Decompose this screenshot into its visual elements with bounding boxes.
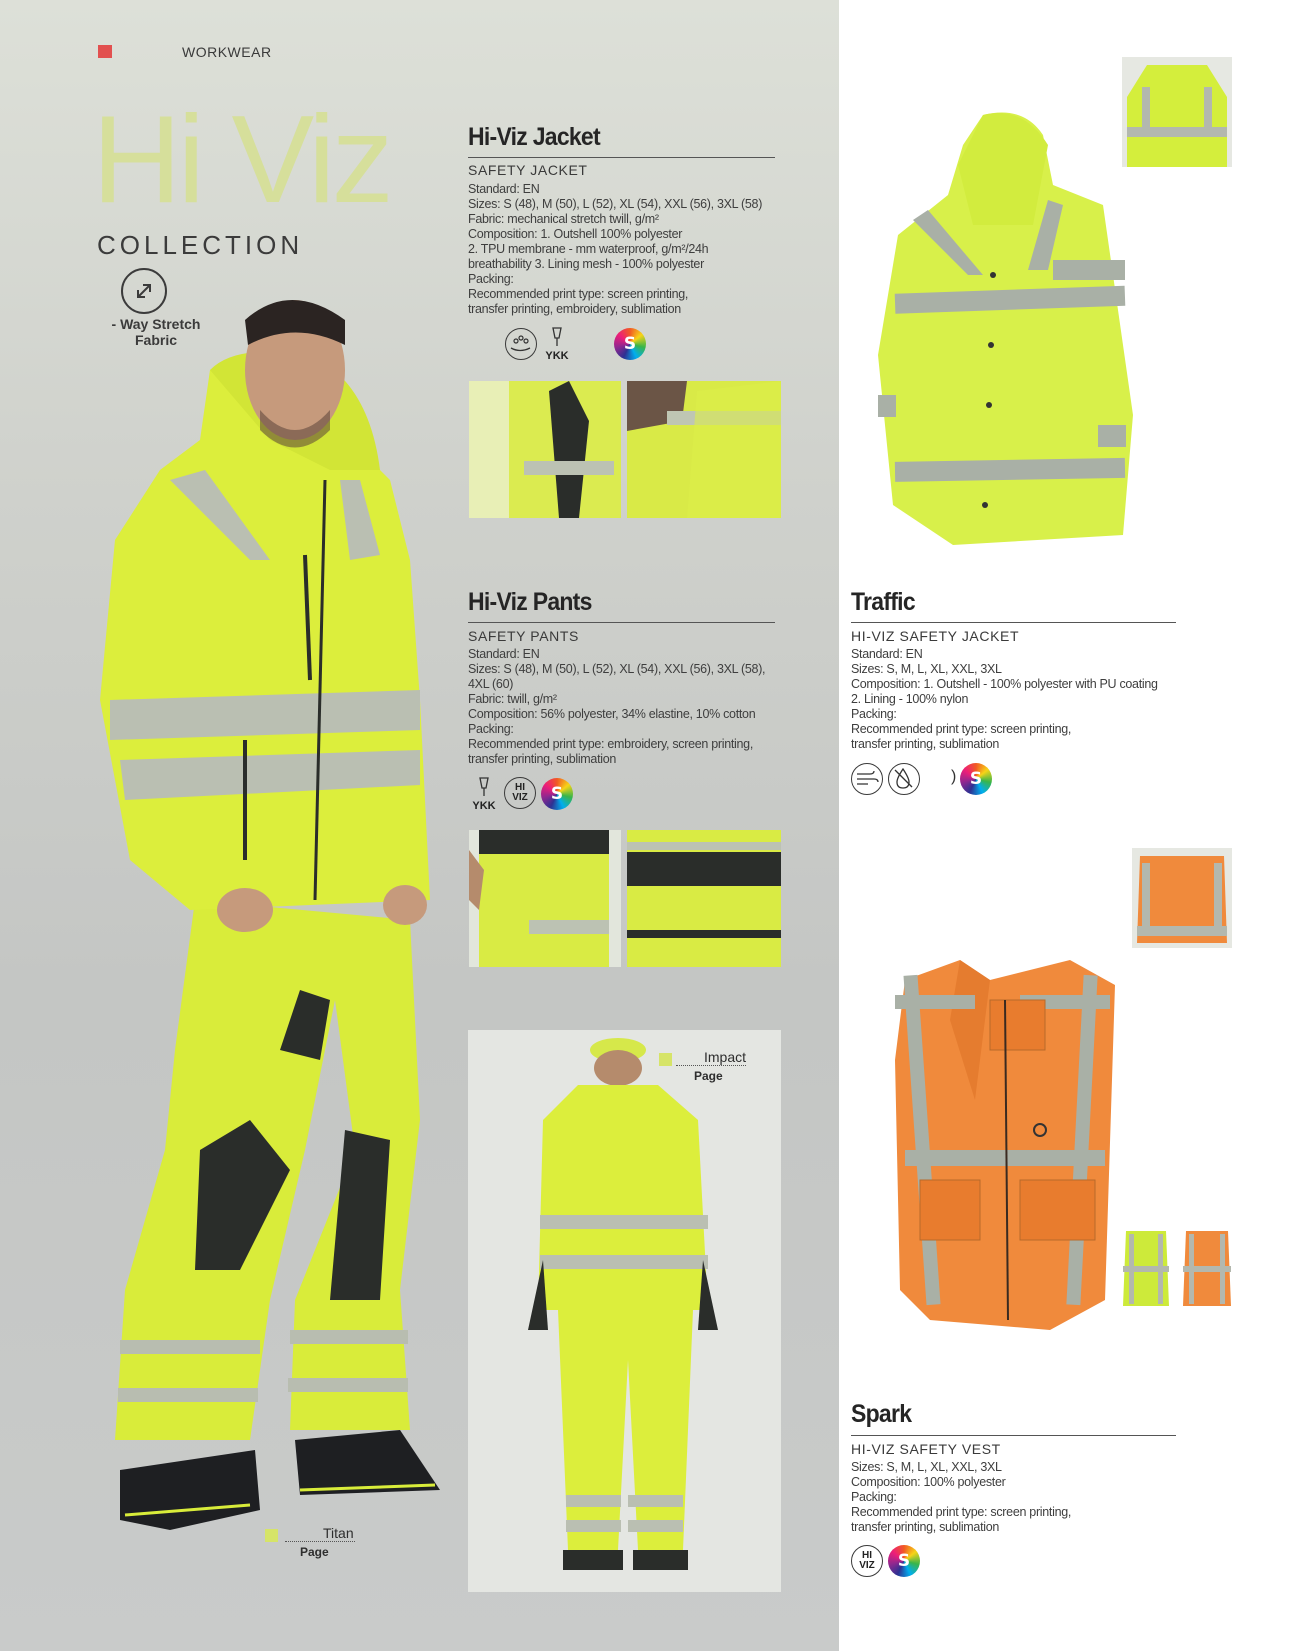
windproof-icon xyxy=(851,763,883,795)
spec-line: 2. TPU membrane - mm waterproof, g/m²/24h xyxy=(468,242,709,256)
spec-line: 2. Lining - 100% nylon xyxy=(851,692,969,706)
spec-line: Composition: 100% polyester xyxy=(851,1475,1006,1489)
impact-swatch xyxy=(659,1053,672,1066)
titan-swatch xyxy=(265,1529,278,1542)
spark-vest-photo xyxy=(890,960,1120,1340)
s-label: S xyxy=(550,784,564,804)
spec-line: Composition: 1. Outshell - 100% polyester with PU coating xyxy=(851,677,1158,691)
spec-line: Standard: EN xyxy=(468,182,540,196)
spec-line: Recommended print type: screen printing, xyxy=(851,1505,1072,1519)
spark-type: HI-VIZ SAFETY VEST xyxy=(851,1441,1001,1457)
spec-line: 4XL (60) xyxy=(468,677,514,691)
pants-specs xyxy=(468,647,778,767)
traffic-thumbnail-back xyxy=(1122,57,1232,167)
spec-line: Standard: EN xyxy=(468,647,540,661)
s-label: S xyxy=(623,334,637,354)
spec-line: Recommended print type: screen printing, xyxy=(468,287,689,301)
sublimation-icon xyxy=(888,1545,920,1577)
spec-line: Sizes: S, M, L, XL, XXL, 3XL xyxy=(851,662,1002,676)
spec-line: Sizes: S (48), M (50), L (52), XL (54), XXL (56), 3XL (58) xyxy=(468,197,763,211)
sublimation-icon xyxy=(541,778,573,810)
spec-line: Packing: xyxy=(468,272,514,286)
traffic-title: Traffic xyxy=(851,588,915,616)
spec-line: Fabric: mechanical stretch twill, g/m² xyxy=(468,212,659,226)
back-view-photo xyxy=(468,1030,781,1592)
impact-page[interactable]: Page xyxy=(694,1069,723,1083)
spec-line: breathability 3. Lining mesh - 100% polyester xyxy=(468,257,704,271)
traffic-paren: ) xyxy=(951,768,957,785)
ykk-zipper-icon xyxy=(541,326,573,362)
traffic-specs xyxy=(851,647,1171,752)
collection-title: Hi Viz xyxy=(92,91,390,229)
traffic-rule xyxy=(851,622,1176,623)
titan-page[interactable]: Page xyxy=(300,1545,329,1559)
spec-line: Packing: xyxy=(851,1490,897,1504)
hi-viz-icon xyxy=(504,777,536,809)
spec-line: Sizes: S, M, L, XL, XXL, 3XL xyxy=(851,1460,1002,1474)
impact-dots xyxy=(676,1065,746,1066)
spec-line: Packing: xyxy=(468,722,514,736)
ykk-zipper-icon xyxy=(468,776,500,812)
hi-viz-label xyxy=(852,1546,882,1576)
impact-name: Impact xyxy=(704,1049,747,1065)
spec-line: transfer printing, embroidery, sublimation xyxy=(468,302,681,316)
spec-line: Recommended print type: embroidery, screen printing, xyxy=(468,737,754,751)
pants-title: Hi-Viz Pants xyxy=(468,588,592,616)
spec-line: Packing: xyxy=(851,707,897,721)
ykk-label: YKK xyxy=(472,800,496,812)
spark-title: Spark xyxy=(851,1400,912,1428)
spec-line: Fabric: twill, g/m² xyxy=(468,692,557,706)
pants-detail-photo-1 xyxy=(469,830,621,967)
jacket-detail-photo-2 xyxy=(627,381,781,518)
spark-specs xyxy=(851,1460,1171,1535)
spec-line: Recommended print type: screen printing, xyxy=(851,722,1072,736)
viz-label: VIZ xyxy=(859,1560,875,1571)
titan-dots xyxy=(285,1541,355,1542)
jacket-rule xyxy=(468,157,775,158)
stretch-label-line1: - Way Stretch xyxy=(111,316,201,332)
spec-line: Composition: 56% polyester, 34% elastine, 10% cotton xyxy=(468,707,756,721)
hi-viz-icon xyxy=(851,1545,883,1577)
waterproof-icon xyxy=(888,763,920,795)
spec-line: Sizes: S (48), M (50), L (52), XL (54), XXL (56), 3XL (58), xyxy=(468,662,766,676)
traffic-jacket-photo xyxy=(873,105,1133,555)
hi-viz-label xyxy=(505,778,535,808)
traffic-type: HI-VIZ SAFETY JACKET xyxy=(851,628,1020,644)
spark-rule xyxy=(851,1435,1176,1436)
hi-label: HI xyxy=(515,782,525,793)
stretch-label-line2: Fabric xyxy=(134,332,177,348)
jacket-title: Hi-Viz Jacket xyxy=(468,123,600,151)
jacket-specs xyxy=(468,182,778,317)
viz-label: VIZ xyxy=(512,792,528,803)
ykk-label: YKK xyxy=(545,350,569,362)
collection-subtitle: COLLECTION xyxy=(97,230,304,260)
breathable-icon xyxy=(505,328,537,360)
pants-type: SAFETY PANTS xyxy=(468,628,579,644)
jacket-type: SAFETY JACKET xyxy=(468,162,588,178)
spec-line: transfer printing, sublimation xyxy=(851,737,1000,751)
hi-label: HI xyxy=(862,1550,872,1561)
pants-detail-photo-2 xyxy=(627,830,781,967)
spark-yellow-swatch xyxy=(1121,1226,1171,1311)
sublimation-icon xyxy=(960,763,992,795)
spec-line: Standard: EN xyxy=(851,647,923,661)
s-label: S xyxy=(897,1551,911,1571)
sublimation-icon xyxy=(614,328,646,360)
s-label: S xyxy=(969,769,983,789)
spec-line: transfer printing, sublimation xyxy=(468,752,617,766)
spec-line: transfer printing, sublimation xyxy=(851,1520,1000,1534)
jacket-detail-photo-1 xyxy=(469,381,621,518)
pants-rule xyxy=(468,622,775,623)
section-label: WORKWEAR xyxy=(182,44,272,60)
titan-name: Titan xyxy=(323,1525,354,1541)
spark-thumbnail-back xyxy=(1132,848,1232,948)
spark-orange-swatch xyxy=(1181,1226,1233,1311)
spec-line: Composition: 1. Outshell 100% polyester xyxy=(468,227,683,241)
